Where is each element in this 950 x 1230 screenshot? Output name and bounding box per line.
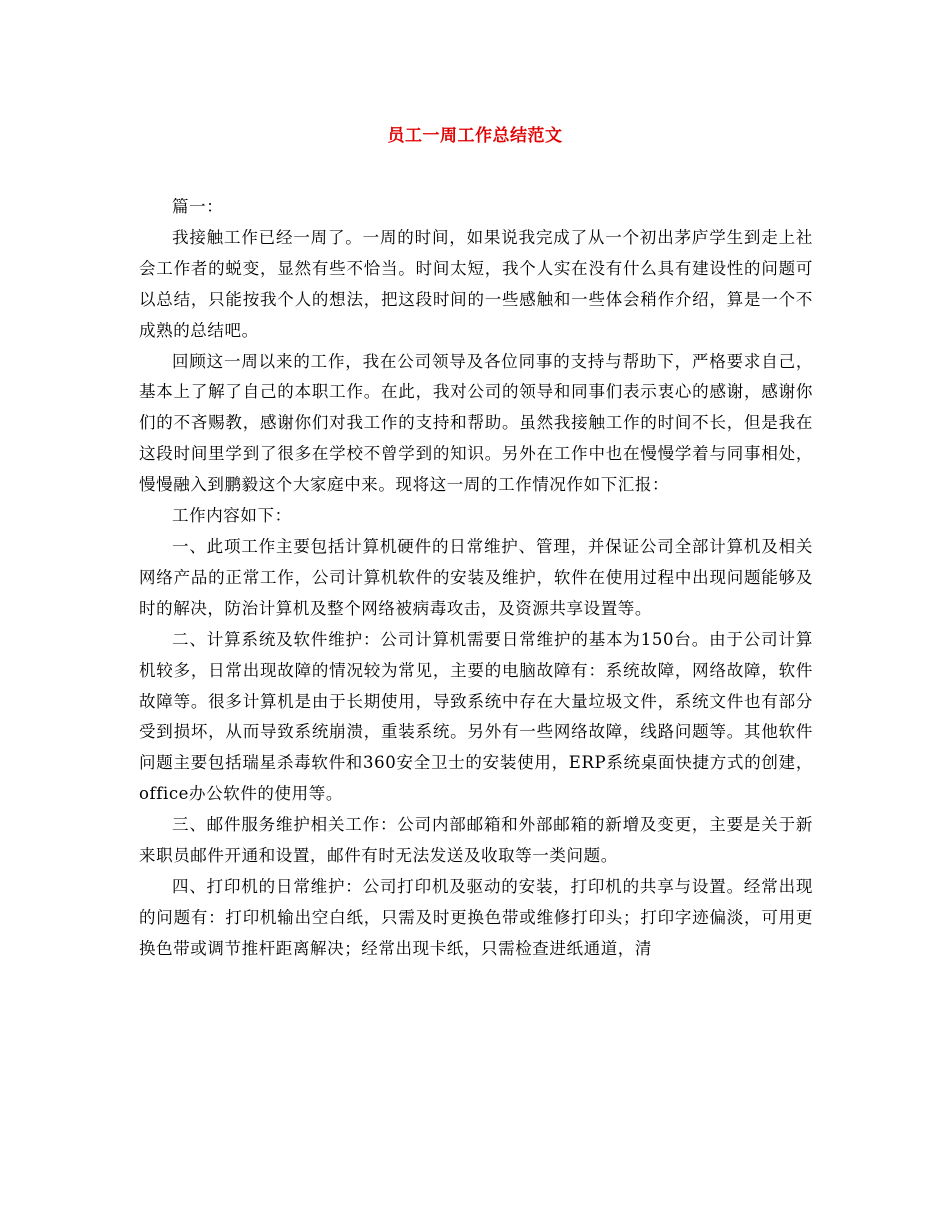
paragraph-item-four: 四、打印机的日常维护：公司打印机及驱动的安装，打印机的共享与设置。经常出现的问题有：打印机输出空白纸，只需及时更换色带或维修打印头；打印字迹偏淡，可用更换色带或调节推杆距离解决；经常出现卡纸，只需检查进纸通道，清 <box>139 876 813 958</box>
document-title: 员工一周工作总结范文 <box>387 126 563 146</box>
paragraph-work-content-heading: 工作内容如下： <box>172 506 292 526</box>
paragraph-intro: 我接触工作已经一周了。一周的时间，如果说我完成了从一个初出茅庐学生到走上社会工作者的蜕变，显然有些不恰当。时间太短，我个人实在没有什么具有建设性的问题可以总结，只能按我个人的想法，把这段时间的一些感触和一些体会稍作介绍，算是一个不成熟的总结吧。 <box>139 227 813 340</box>
paragraph-item-one: 一、此项工作主要包括计算机硬件的日常维护、管理，并保证公司全部计算机及相关网络产品的正常工作，公司计算机软件的安装及维护，软件在使用过程中出现问题能够及时的解决，防治计算机及整个网络被病毒攻击，及资源共享设置等。 <box>139 536 813 618</box>
paragraph-item-two: 二、计算系统及软件维护：公司计算机需要日常维护的基本为150台。由于公司计算机较多，日常出现故障的情况较为常见，主要的电脑故障有：系统故障，网络故障，软件故障等。很多计算机是由于长期使用，导致系统中存在大量垃圾文件，系统文件也有部分受到损坏，从而导致系统崩溃，重装系统。另外有一些网络故障，线路问题等。其他软件问题主要包括瑞星杀毒软件和360安全卫士的安装使用，ERP系统桌面快捷方式的创建，office办公软件的使用等。 <box>139 629 813 804</box>
paragraph-item-three: 三、邮件服务维护相关工作：公司内部邮箱和外部邮箱的新增及变更，主要是关于新来职员邮件开通和设置，邮件有时无法发送及收取等一类问题。 <box>139 815 813 866</box>
paragraph-review: 回顾这一周以来的工作，我在公司领导及各位同事的支持与帮助下，严格要求自己，基本上了解了自己的本职工作。在此，我对公司的领导和同事们表示衷心的感谢，感谢你们的不吝赐教，感谢你们对我工作的支持和帮助。虽然我接触工作的时间不长，但是我在这段时间里学到了很多在学校不曾学到的知识。另外在工作中也在慢慢学着与同事相处，慢慢融入到鹏毅这个大家庭中来。现将这一周的工作情况作如下汇报： <box>139 351 813 495</box>
document-body <box>139 192 813 965</box>
paragraph-heading-part-one: 篇一： <box>172 197 224 216</box>
